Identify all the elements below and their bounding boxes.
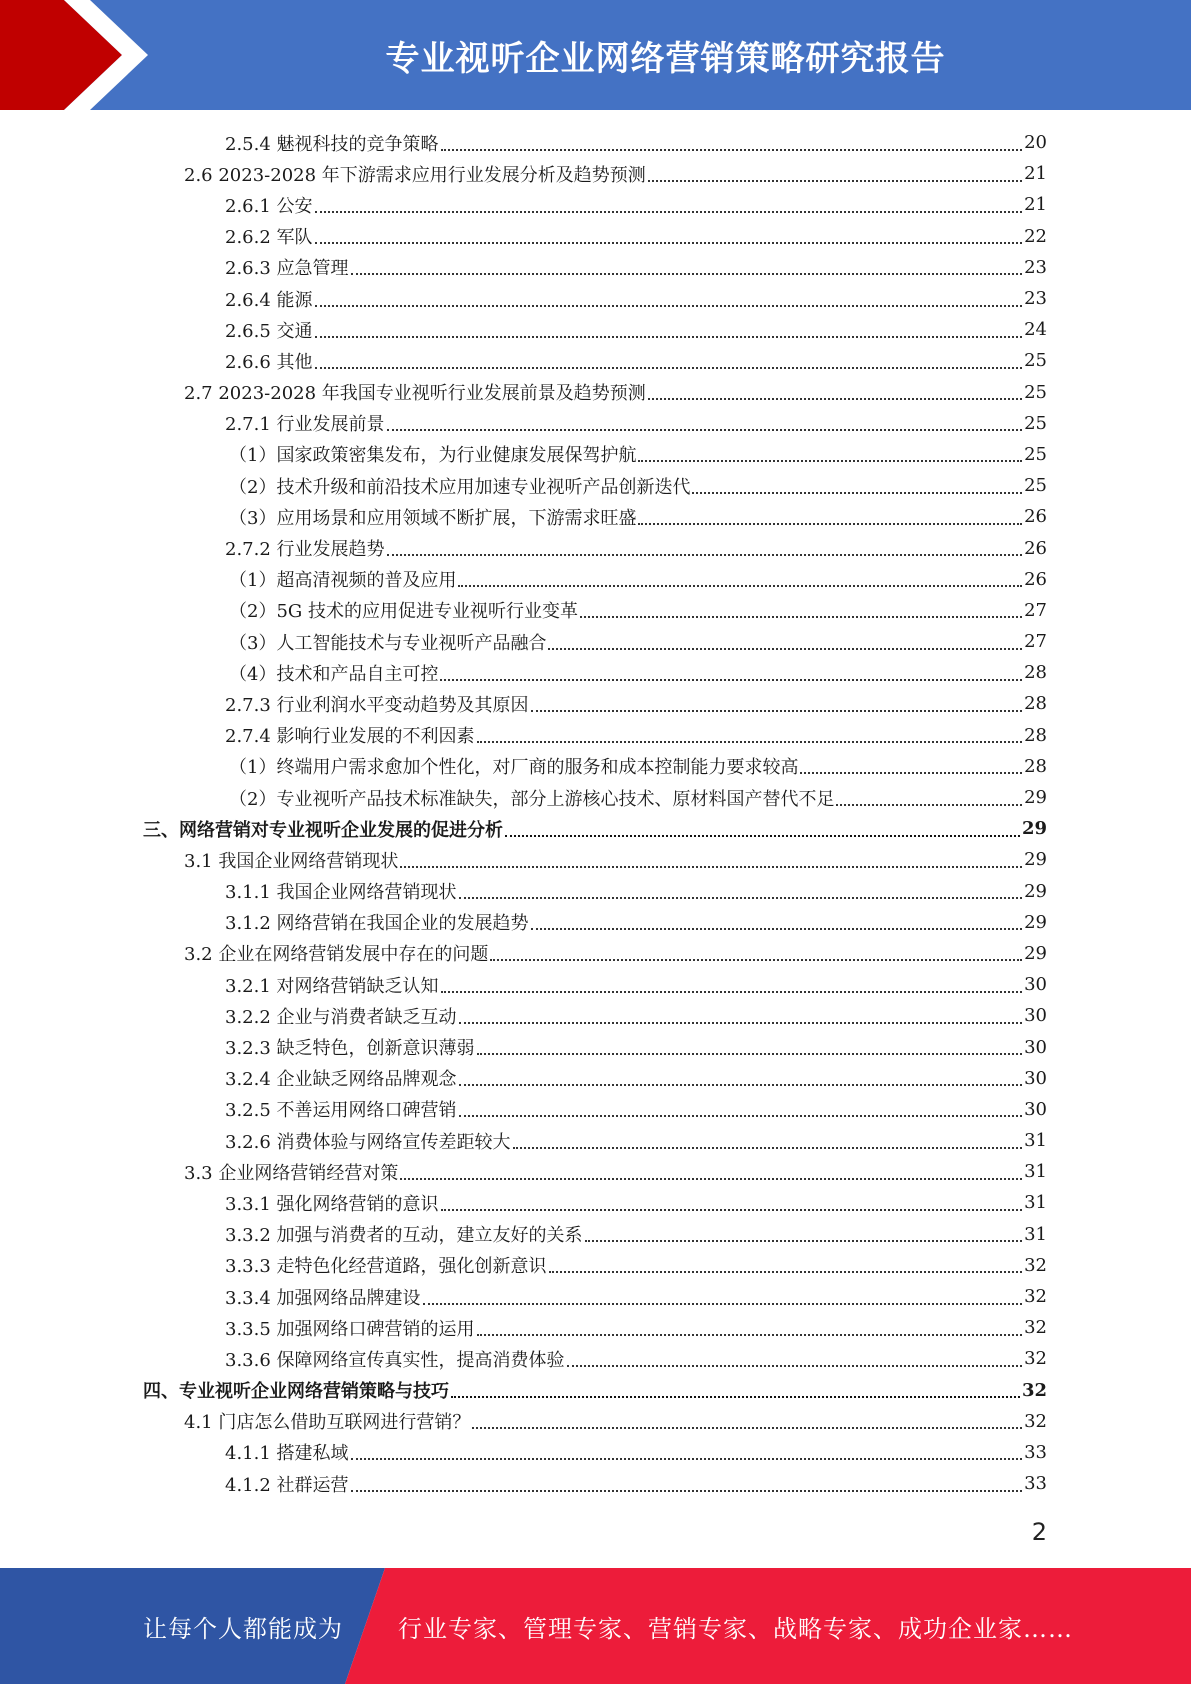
toc-entry[interactable]: [0, 1437, 1191, 1468]
footer-banner: [0, 1568, 1191, 1684]
toc-dot-leader: [490, 959, 1022, 961]
toc-dot-leader: [451, 1396, 1020, 1398]
toc-entry-title: （1）终端用户需求愈加个性化，对厂商的服务和成本控制能力要求较高: [229, 757, 799, 779]
toc-dot-leader: [459, 1022, 1023, 1024]
toc-entry-page: 28: [1024, 662, 1047, 684]
toc-entry[interactable]: [0, 969, 1191, 1000]
header-banner: [0, 0, 1191, 110]
toc-dot-leader: [531, 710, 1023, 712]
toc-dot-leader: [477, 741, 1023, 743]
toc-entry[interactable]: [0, 657, 1191, 688]
toc-entry-title: 2.7.1 行业发展前景: [225, 414, 385, 436]
toc-entry-page: 25: [1024, 350, 1047, 372]
toc-dot-leader: [441, 991, 1023, 993]
toc-entry-title: 2.6 2023-2028 年下游需求应用行业发展分析及趋势预测: [184, 164, 646, 186]
toc-entry-title: 3.2.6 消费体验与网络宣传差距较大: [225, 1131, 511, 1153]
toc-dot-leader: [387, 554, 1023, 556]
toc-entry-page: 31: [1024, 1192, 1047, 1214]
toc-entry-page: 32: [1021, 1379, 1047, 1401]
toc-entry-title: （2）5G 技术的应用促进专业视听行业变革: [229, 601, 579, 623]
toc-dot-leader: [315, 242, 1023, 244]
toc-dot-leader: [567, 1365, 1023, 1367]
toc-entry-page: 25: [1024, 475, 1047, 497]
toc-entry[interactable]: [0, 938, 1191, 969]
toc-entry-page: 31: [1024, 1161, 1047, 1183]
toc-entry-page: 29: [1021, 818, 1047, 840]
toc-entry-title: 4.1.2 社群运营: [225, 1474, 349, 1496]
toc-entry[interactable]: [0, 252, 1191, 283]
toc-entry[interactable]: [0, 688, 1191, 719]
toc-entry-page: 30: [1024, 1036, 1047, 1058]
page-number: 2: [1031, 1518, 1047, 1546]
toc-dot-leader: [472, 1427, 1022, 1429]
toc-entry[interactable]: [0, 1125, 1191, 1156]
toc-entry-page: 30: [1024, 1067, 1047, 1089]
toc-entry[interactable]: [0, 314, 1191, 345]
toc-entry-page: 21: [1024, 163, 1047, 185]
toc-dot-leader: [351, 1458, 1023, 1460]
toc-dot-leader: [423, 1303, 1023, 1305]
toc-entry[interactable]: [0, 345, 1191, 376]
toc-entry[interactable]: [0, 1406, 1191, 1437]
toc-entry[interactable]: [0, 720, 1191, 751]
toc-entry[interactable]: [0, 1000, 1191, 1031]
toc-entry-page: 30: [1024, 974, 1047, 996]
toc-entry-page: 32: [1024, 1254, 1047, 1276]
toc-entry[interactable]: [0, 377, 1191, 408]
toc-entry-page: 29: [1024, 942, 1047, 964]
toc-entry[interactable]: [0, 813, 1191, 844]
toc-entry[interactable]: [0, 1468, 1191, 1499]
toc-entry-title: 四、专业视听企业网络营销策略与技巧: [143, 1381, 449, 1403]
toc-entry-title: 2.6.1 公安: [225, 195, 313, 217]
toc-entry-page: 26: [1024, 506, 1047, 528]
toc-dot-leader: [351, 1490, 1023, 1492]
toc-entry-title: 3.3.4 加强网络品牌建设: [225, 1287, 421, 1309]
footer-slogan-left: 让每个人都能成为: [143, 1614, 343, 1643]
toc-entry-page: 33: [1024, 1473, 1047, 1495]
toc-entry-page: 32: [1024, 1348, 1047, 1370]
toc-entry-title: （3）应用场景和应用领域不断扩展，下游需求旺盛: [229, 507, 637, 529]
toc-entry[interactable]: [0, 1281, 1191, 1312]
report-title: 专业视听企业网络营销策略研究报告: [385, 38, 946, 79]
toc-dot-leader: [836, 804, 1022, 806]
toc-entry[interactable]: [0, 189, 1191, 220]
toc-dot-leader: [387, 429, 1023, 431]
toc-dot-leader: [638, 523, 1022, 525]
toc-dot-leader: [441, 149, 1023, 151]
toc-entry-title: 3.3.6 保障网络宣传真实性，提高消费体验: [225, 1349, 565, 1371]
toc-entry[interactable]: [0, 221, 1191, 252]
toc-entry-title: 三、网络营销对专业视听企业发展的促进分析: [143, 819, 503, 841]
toc-entry-page: 25: [1024, 412, 1047, 434]
toc-entry-page: 32: [1024, 1317, 1047, 1339]
toc-entry[interactable]: [0, 1187, 1191, 1218]
toc-dot-leader: [549, 1271, 1023, 1273]
toc-entry-title: 3.3.3 走特色化经营道路，强化创新意识: [225, 1256, 547, 1278]
toc-entry[interactable]: [0, 158, 1191, 189]
toc-entry-title: （4）技术和产品自主可控: [229, 663, 439, 685]
toc-entry-page: 28: [1024, 724, 1047, 746]
toc-entry[interactable]: [0, 501, 1191, 532]
toc-entry[interactable]: [0, 1375, 1191, 1406]
toc-dot-leader: [459, 897, 1023, 899]
toc-entry-title: 4.1 门店怎么借助互联网进行营销？: [184, 1412, 471, 1434]
toc-entry-title: （3）人工智能技术与专业视听产品融合: [229, 632, 547, 654]
toc-entry-page: 28: [1024, 755, 1047, 777]
toc-entry-page: 26: [1024, 568, 1047, 590]
toc-dot-leader: [440, 679, 1022, 681]
table-of-contents: [0, 127, 1191, 1499]
toc-entry-title: 3.2.5 不善运用网络口碑营销: [225, 1100, 457, 1122]
toc-entry-page: 32: [1024, 1286, 1047, 1308]
toc-dot-leader: [580, 616, 1022, 618]
toc-dot-leader: [505, 835, 1020, 837]
toc-entry[interactable]: [0, 1156, 1191, 1187]
toc-dot-leader: [548, 648, 1022, 650]
toc-entry-title: 2.6.6 其他: [225, 351, 313, 373]
toc-entry-title: 3.2.1 对网络营销缺乏认知: [225, 975, 439, 997]
toc-entry[interactable]: [0, 844, 1191, 875]
toc-entry-page: 23: [1024, 256, 1047, 278]
toc-entry[interactable]: [0, 439, 1191, 470]
toc-entry-title: 2.7.4 影响行业发展的不利因素: [225, 726, 475, 748]
toc-entry-page: 21: [1024, 194, 1047, 216]
toc-dot-leader: [477, 1053, 1023, 1055]
toc-entry[interactable]: [0, 907, 1191, 938]
toc-dot-leader: [459, 1084, 1023, 1086]
toc-dot-leader: [315, 211, 1023, 213]
toc-entry-title: 2.7.2 行业发展趋势: [225, 539, 385, 561]
toc-entry[interactable]: [0, 626, 1191, 657]
toc-entry-title: 3.3.1 强化网络营销的意识: [225, 1193, 439, 1215]
chevron-logo-icon: [0, 0, 160, 110]
toc-entry-page: 32: [1024, 1410, 1047, 1432]
toc-entry[interactable]: [0, 532, 1191, 563]
toc-dot-leader: [315, 336, 1023, 338]
toc-entry-page: 31: [1024, 1130, 1047, 1152]
toc-entry-title: 3.1.1 我国企业网络营销现状: [225, 882, 457, 904]
toc-entry-page: 33: [1024, 1441, 1047, 1463]
toc-entry-page: 25: [1024, 381, 1047, 403]
toc-entry-title: 2.7.3 行业利润水平变动趋势及其原因: [225, 694, 529, 716]
toc-entry-title: （1）超高清视频的普及应用: [229, 570, 457, 592]
toc-dot-leader: [351, 273, 1023, 275]
toc-dot-leader: [400, 1178, 1022, 1180]
toc-entry-page: 20: [1024, 132, 1047, 154]
toc-entry-title: 3.3 企业网络营销经营对策: [184, 1162, 399, 1184]
toc-entry-title: 2.6.5 交通: [225, 320, 313, 342]
toc-dot-leader: [458, 585, 1022, 587]
toc-entry[interactable]: [0, 127, 1191, 158]
toc-entry-page: 29: [1024, 849, 1047, 871]
toc-entry-title: 3.3.5 加强网络口碑营销的运用: [225, 1318, 475, 1340]
toc-entry-page: 25: [1024, 443, 1047, 465]
toc-entry-page: 23: [1024, 288, 1047, 310]
toc-entry-page: 29: [1024, 911, 1047, 933]
toc-entry[interactable]: [0, 283, 1191, 314]
toc-entry-title: 3.2.4 企业缺乏网络品牌观念: [225, 1069, 457, 1091]
toc-entry-page: 30: [1024, 1005, 1047, 1027]
toc-dot-leader: [315, 367, 1023, 369]
toc-entry[interactable]: [0, 876, 1191, 907]
toc-dot-leader: [513, 1147, 1023, 1149]
toc-dot-leader: [531, 928, 1023, 930]
toc-entry-title: （2）专业视听产品技术标准缺失，部分上游核心技术、原材料国产替代不足: [229, 788, 835, 810]
toc-entry[interactable]: [0, 470, 1191, 501]
toc-dot-leader: [315, 305, 1023, 307]
toc-entry-page: 22: [1024, 225, 1047, 247]
toc-entry[interactable]: [0, 595, 1191, 626]
toc-entry[interactable]: [0, 782, 1191, 813]
footer-slogan-right: 行业专家、管理专家、营销专家、战略专家、成功企业家……: [398, 1614, 1073, 1643]
toc-entry-title: 2.6.3 应急管理: [225, 258, 349, 280]
toc-entry-page: 26: [1024, 537, 1047, 559]
toc-entry-title: 3.1.2 网络营销在我国企业的发展趋势: [225, 913, 529, 935]
toc-entry-title: 2.7 2023-2028 年我国专业视听行业发展前景及趋势预测: [184, 383, 646, 405]
toc-entry-page: 27: [1024, 631, 1047, 653]
toc-dot-leader: [800, 772, 1022, 774]
toc-dot-leader: [638, 460, 1022, 462]
toc-entry[interactable]: [0, 1250, 1191, 1281]
toc-entry[interactable]: [0, 1219, 1191, 1250]
toc-entry[interactable]: [0, 751, 1191, 782]
toc-entry-title: 4.1.1 搭建私域: [225, 1443, 349, 1465]
toc-entry-title: （2）技术升级和前沿技术应用加速专业视听产品创新迭代: [229, 476, 691, 498]
toc-dot-leader: [692, 492, 1022, 494]
toc-dot-leader: [477, 1334, 1023, 1336]
toc-dot-leader: [459, 1115, 1023, 1117]
toc-dot-leader: [648, 180, 1022, 182]
toc-entry[interactable]: [0, 1031, 1191, 1062]
toc-dot-leader: [648, 398, 1022, 400]
toc-entry-title: 3.2.2 企业与消费者缺乏互动: [225, 1006, 457, 1028]
toc-dot-leader: [441, 1209, 1023, 1211]
toc-entry-page: 27: [1024, 599, 1047, 621]
toc-entry-page: 31: [1024, 1223, 1047, 1245]
toc-entry[interactable]: [0, 1063, 1191, 1094]
toc-entry-page: 28: [1024, 693, 1047, 715]
toc-entry-title: 3.2 企业在网络营销发展中存在的问题: [184, 944, 489, 966]
toc-entry[interactable]: [0, 564, 1191, 595]
toc-entry[interactable]: [0, 1094, 1191, 1125]
toc-entry-page: 30: [1024, 1098, 1047, 1120]
toc-entry[interactable]: [0, 1312, 1191, 1343]
toc-entry-title: 2.6.4 能源: [225, 289, 313, 311]
toc-entry-title: 2.5.4 魅视科技的竞争策略: [225, 133, 439, 155]
toc-entry-title: 3.1 我国企业网络营销现状: [184, 850, 399, 872]
toc-dot-leader: [400, 866, 1022, 868]
toc-entry-page: 29: [1024, 787, 1047, 809]
toc-entry-title: （1）国家政策密集发布，为行业健康发展保驾护航: [229, 445, 637, 467]
toc-entry-page: 24: [1024, 319, 1047, 341]
toc-entry[interactable]: [0, 408, 1191, 439]
toc-entry-page: 29: [1024, 880, 1047, 902]
toc-entry[interactable]: [0, 1343, 1191, 1374]
toc-dot-leader: [585, 1240, 1023, 1242]
toc-entry-title: 2.6.2 军队: [225, 227, 313, 249]
toc-entry-title: 3.2.3 缺乏特色，创新意识薄弱: [225, 1038, 475, 1060]
toc-entry-title: 3.3.2 加强与消费者的互动，建立友好的关系: [225, 1225, 583, 1247]
